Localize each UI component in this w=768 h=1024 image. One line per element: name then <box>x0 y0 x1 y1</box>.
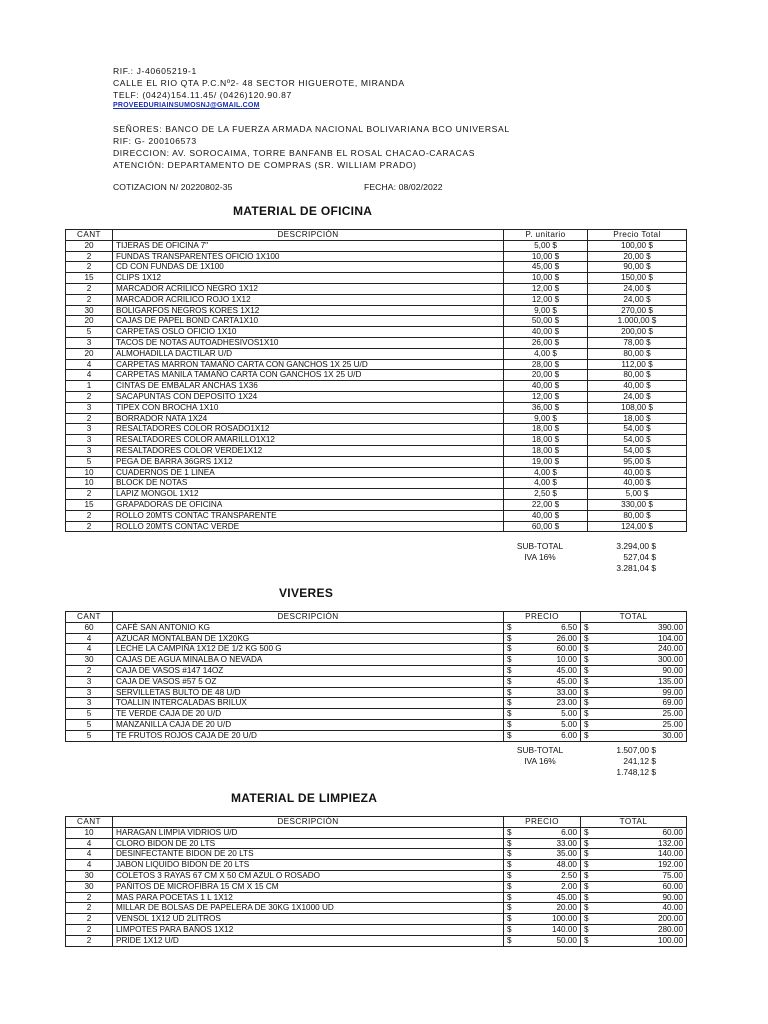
cell-total: 1.000,00 $ <box>588 316 687 327</box>
table-row <box>66 665 687 676</box>
cell-total: 24,00 $ <box>588 391 687 402</box>
cell-descripcion: DESINFECTANTE BIDON DE 20 LTS <box>113 849 504 860</box>
cell-precio: $ 140.00 <box>504 924 581 935</box>
cell-descripcion: CLORO BIDON DE 20 LTS <box>113 838 504 849</box>
cell-descripcion: TE VERDE CAJA DE 20 U/D <box>113 709 504 720</box>
cell-total: 40,00 $ <box>588 478 687 489</box>
company-rif: RIF.: J-40605219-1 <box>113 66 197 76</box>
cell-cant: 2 <box>66 521 113 532</box>
cell-descripcion: CAFÉ SAN ANTONIO KG <box>113 622 504 633</box>
cell-precio: 10,00 $ <box>504 273 588 284</box>
cell-cant: 60 <box>66 622 113 633</box>
cell-precio: 2,50 $ <box>504 489 588 500</box>
table-row <box>66 316 687 327</box>
table-row <box>66 860 687 871</box>
cell-cant: 4 <box>66 860 113 871</box>
col-header-descripcion: DESCRIPCIÓN <box>113 612 504 623</box>
cell-cant: 20 <box>66 348 113 359</box>
cell-total: $ 132.00 <box>581 838 687 849</box>
table-row <box>66 730 687 741</box>
cell-cant: 10 <box>66 467 113 478</box>
table-header-row <box>66 612 687 623</box>
cell-cant: 10 <box>66 478 113 489</box>
cell-total: 54,00 $ <box>588 424 687 435</box>
cell-descripcion: RESALTADORES COLOR AMARILLO1X12 <box>113 435 504 446</box>
cell-descripcion: CINTAS DE EMBALAR ANCHAS 1X36 <box>113 381 504 392</box>
cell-descripcion: BOLIGARFOS NEGROS KORES 1X12 <box>113 305 504 316</box>
cell-cant: 3 <box>66 337 113 348</box>
cell-precio: $ 5.00 <box>504 719 581 730</box>
table-row <box>66 622 687 633</box>
cell-descripcion: ALMOHADILLA DACTILAR U/D <box>113 348 504 359</box>
col-header-descripcion: DESCRIPCIÓN <box>113 230 504 241</box>
cell-precio: $ 26.00 <box>504 633 581 644</box>
table-row <box>66 499 687 510</box>
table-row <box>66 521 687 532</box>
cell-total: $ 390.00 <box>581 622 687 633</box>
table-row <box>66 719 687 730</box>
table-row <box>66 676 687 687</box>
cell-precio: 9,00 $ <box>504 413 588 424</box>
cell-cant: 2 <box>66 413 113 424</box>
cell-cant: 30 <box>66 870 113 881</box>
table-row <box>66 489 687 500</box>
table-row <box>66 903 687 914</box>
cell-precio: $ 33.00 <box>504 838 581 849</box>
company-phone: TELF: (0424)154.11.45/ (0426)120.90.87 <box>113 90 292 100</box>
cell-total: $ 100.00 <box>581 935 687 946</box>
cell-precio: 26,00 $ <box>504 337 588 348</box>
total-value: 1.748,12 $ <box>616 767 656 777</box>
table-row <box>66 870 687 881</box>
table-row <box>66 402 687 413</box>
cell-descripcion: MILLAR DE BOLSAS DE PAPELERA DE 30KG 1X1000 UD <box>113 903 504 914</box>
table-row <box>66 687 687 698</box>
cell-descripcion: HARAGAN LIMPIA VIDRIOS U/D <box>113 827 504 838</box>
table-row <box>66 348 687 359</box>
cell-total: $ 40.00 <box>581 903 687 914</box>
table-row <box>66 251 687 262</box>
cell-precio: 60,00 $ <box>504 521 588 532</box>
cell-descripcion: SERVILLETAS BULTO DE 48 U/D <box>113 687 504 698</box>
cell-precio: $ 33.00 <box>504 687 581 698</box>
cell-precio: $ 6.50 <box>504 622 581 633</box>
subtotal-label: SUB-TOTAL <box>516 745 564 755</box>
cell-descripcion: LECHE LA CAMPIÑA 1X12 DE 1/2 KG 500 G <box>113 644 504 655</box>
cell-cant: 15 <box>66 499 113 510</box>
cell-cant: 4 <box>66 644 113 655</box>
cell-total: 80,00 $ <box>588 348 687 359</box>
cell-total: $ 90.00 <box>581 665 687 676</box>
table-row <box>66 456 687 467</box>
cell-precio: 4,00 $ <box>504 467 588 478</box>
cell-descripcion: JABON LIQUIDO BIDON DE 20 LTS <box>113 860 504 871</box>
cell-descripcion: CD CON FUNDAS DE 1X100 <box>113 262 504 273</box>
cell-precio: 22,00 $ <box>504 499 588 510</box>
cell-cant: 4 <box>66 838 113 849</box>
cell-cant: 3 <box>66 687 113 698</box>
cell-cant: 4 <box>66 633 113 644</box>
cell-total: 18,00 $ <box>588 413 687 424</box>
cell-cant: 5 <box>66 327 113 338</box>
cell-descripcion: TACOS DE NOTAS AUTOADHESIVOS1X10 <box>113 337 504 348</box>
cell-precio: 50,00 $ <box>504 316 588 327</box>
cell-precio: 9,00 $ <box>504 305 588 316</box>
col-header-precio-total: Precio Total <box>588 230 687 241</box>
cell-descripcion: TE FRUTOS ROJOS CAJA DE 20 U/D <box>113 730 504 741</box>
cell-cant: 2 <box>66 924 113 935</box>
cell-precio: 18,00 $ <box>504 435 588 446</box>
col-header-total: TOTAL <box>581 817 687 828</box>
cell-precio: 20,00 $ <box>504 370 588 381</box>
cell-precio: 40,00 $ <box>504 510 588 521</box>
cell-cant: 20 <box>66 240 113 251</box>
cell-descripcion: CUADERNOS DE 1 LINEA <box>113 467 504 478</box>
cell-cant: 2 <box>66 294 113 305</box>
cell-precio: 4,00 $ <box>504 348 588 359</box>
iva-value: 241,12 $ <box>623 756 656 766</box>
total-value: 3.281,04 $ <box>616 563 656 573</box>
cell-descripcion: LIMPOTES PARA BAÑOS 1X12 <box>113 924 504 935</box>
cell-cant: 5 <box>66 719 113 730</box>
cell-descripcion: PEGA DE BARRA 36GRS 1X12 <box>113 456 504 467</box>
cell-descripcion: CLIPS 1X12 <box>113 273 504 284</box>
cell-descripcion: CARPETAS MARRON TAMAÑO CARTA CON GANCHOS 1X 25 U/D <box>113 359 504 370</box>
cell-descripcion: RESALTADORES COLOR ROSADO1X12 <box>113 424 504 435</box>
cell-cant: 5 <box>66 730 113 741</box>
cell-total: $ 75.00 <box>581 870 687 881</box>
cell-descripcion: RESALTADORES COLOR VERDE1X12 <box>113 445 504 456</box>
cell-cant: 30 <box>66 655 113 666</box>
cell-precio: 28,00 $ <box>504 359 588 370</box>
cell-total: $ 90.00 <box>581 892 687 903</box>
col-header-cant: CANT <box>66 612 113 623</box>
cell-precio: 12,00 $ <box>504 294 588 305</box>
cell-descripcion: ROLLO 20MTS CONTAC VERDE <box>113 521 504 532</box>
cell-precio: $ 45.00 <box>504 892 581 903</box>
cell-total: $ 69.00 <box>581 698 687 709</box>
cell-descripcion: TIPEX CON BROCHA 1X10 <box>113 402 504 413</box>
cell-total: $ 140.00 <box>581 849 687 860</box>
cell-precio: $ 6.00 <box>504 730 581 741</box>
cell-descripcion: MAS PARA POCETAS 1 L 1X12 <box>113 892 504 903</box>
cell-precio: $ 2.50 <box>504 870 581 881</box>
cell-cant: 3 <box>66 402 113 413</box>
cell-total: $ 300.00 <box>581 655 687 666</box>
section-title-limpieza: MATERIAL DE LIMPIEZA <box>231 791 378 805</box>
cell-total: 95,00 $ <box>588 456 687 467</box>
table-row <box>66 935 687 946</box>
cell-descripcion: CAJAS DE PAPEL BOND CARTA1X10 <box>113 316 504 327</box>
cell-descripcion: SACAPUNTAS CON DEPOSITO 1X24 <box>113 391 504 402</box>
cell-precio: $ 60.00 <box>504 644 581 655</box>
cell-total: 5,00 $ <box>588 489 687 500</box>
table-row <box>66 644 687 655</box>
cell-descripcion: MARCADOR ACRILICO NEGRO 1X12 <box>113 283 504 294</box>
cell-cant: 1 <box>66 381 113 392</box>
subtotal-value: 1.507,00 $ <box>616 745 656 755</box>
table-row <box>66 633 687 644</box>
cell-precio: $ 35.00 <box>504 849 581 860</box>
cell-precio: $ 5.00 <box>504 709 581 720</box>
table-row <box>66 655 687 666</box>
cell-precio: 5,00 $ <box>504 240 588 251</box>
table-row <box>66 467 687 478</box>
cell-cant: 2 <box>66 914 113 925</box>
cell-precio: $ 2.00 <box>504 881 581 892</box>
cell-cant: 3 <box>66 445 113 456</box>
cell-total: 54,00 $ <box>588 435 687 446</box>
cell-precio: $ 45.00 <box>504 676 581 687</box>
table-row <box>66 445 687 456</box>
quote-number: COTIZACION N/ 20220802-35 <box>113 182 233 192</box>
cell-cant: 30 <box>66 881 113 892</box>
cell-descripcion: CARPETAS MANILA TAMAÑO CARTA CON GANCHOS 1X 25 U/D <box>113 370 504 381</box>
cell-descripcion: TOALLIN INTERCALADAS BRILUX <box>113 698 504 709</box>
cell-cant: 3 <box>66 698 113 709</box>
cell-total: $ 280.00 <box>581 924 687 935</box>
cell-total: 40,00 $ <box>588 467 687 478</box>
subtotal-label: SUB-TOTAL <box>516 541 564 551</box>
cell-precio: $ 20.00 <box>504 903 581 914</box>
cell-total: 150,00 $ <box>588 273 687 284</box>
table-row <box>66 849 687 860</box>
cell-cant: 2 <box>66 283 113 294</box>
cell-total: $ 25.00 <box>581 719 687 730</box>
table-row <box>66 337 687 348</box>
cell-cant: 20 <box>66 316 113 327</box>
cell-total: 80,00 $ <box>588 370 687 381</box>
cell-cant: 4 <box>66 849 113 860</box>
cell-total: 24,00 $ <box>588 283 687 294</box>
cell-precio: 18,00 $ <box>504 424 588 435</box>
table-row <box>66 240 687 251</box>
cell-descripcion: CARPETAS OSLO OFICIO 1X10 <box>113 327 504 338</box>
cell-total: 112,00 $ <box>588 359 687 370</box>
cell-total: $ 60.00 <box>581 881 687 892</box>
table-row <box>66 435 687 446</box>
client-address: DIRECCION: AV. SOROCAIMA, TORRE BANFANB EL ROSAL CHACAO-CARACAS <box>113 148 476 158</box>
table-row <box>66 381 687 392</box>
cell-cant: 5 <box>66 456 113 467</box>
cell-total: $ 60.00 <box>581 827 687 838</box>
cell-cant: 4 <box>66 370 113 381</box>
col-header-punitario: P. unitario <box>504 230 588 241</box>
quote-date: FECHA: 08/02/2022 <box>364 182 443 192</box>
table-row <box>66 892 687 903</box>
cell-total: 90,00 $ <box>588 262 687 273</box>
cell-precio: $ 6.00 <box>504 827 581 838</box>
cell-descripcion: VENSOL 1X12 UD 2LITROS <box>113 914 504 925</box>
table-body <box>66 622 687 741</box>
cell-cant: 3 <box>66 424 113 435</box>
cell-precio: 40,00 $ <box>504 381 588 392</box>
cell-total: 200,00 $ <box>588 327 687 338</box>
cell-cant: 5 <box>66 709 113 720</box>
cell-descripcion: MARCADOR ACRILICO ROJO 1X12 <box>113 294 504 305</box>
table-row <box>66 305 687 316</box>
table-row <box>66 827 687 838</box>
col-header-precio: PRECIO <box>504 817 581 828</box>
table-limpieza <box>65 816 687 947</box>
table-row <box>66 370 687 381</box>
table-body <box>66 827 687 946</box>
cell-descripcion: CAJA DE VASOS #147 14OZ <box>113 665 504 676</box>
cell-cant: 3 <box>66 435 113 446</box>
cell-descripcion: MANZANILLA CAJA DE 20 U/D <box>113 719 504 730</box>
client-rif: RIF: G- 200106573 <box>113 136 197 146</box>
cell-total: 78,00 $ <box>588 337 687 348</box>
cell-precio: $ 23.00 <box>504 698 581 709</box>
col-header-total: TOTAL <box>581 612 687 623</box>
table-row <box>66 510 687 521</box>
cell-cant: 2 <box>66 251 113 262</box>
cell-precio: 45,00 $ <box>504 262 588 273</box>
table-row <box>66 709 687 720</box>
cell-cant: 10 <box>66 827 113 838</box>
cell-cant: 2 <box>66 489 113 500</box>
cell-descripcion: BORRADOR NATA 1X24 <box>113 413 504 424</box>
col-header-cant: CANT <box>66 230 113 241</box>
cell-cant: 30 <box>66 305 113 316</box>
company-email-link[interactable]: PROVEEDURIAINSUMOSNJ@GMAIL.COM <box>113 102 260 109</box>
cell-precio: 19,00 $ <box>504 456 588 467</box>
cell-precio: 12,00 $ <box>504 283 588 294</box>
iva-label: IVA 16% <box>524 756 556 766</box>
cell-precio: $ 48.00 <box>504 860 581 871</box>
table-row <box>66 359 687 370</box>
cell-descripcion: CAJA DE VASOS #57 5 OZ <box>113 676 504 687</box>
cell-descripcion: AZUCAR MONTALBAN DE 1X20KG <box>113 633 504 644</box>
col-header-cant: CANT <box>66 817 113 828</box>
cell-cant: 2 <box>66 935 113 946</box>
cell-descripcion: ROLLO 20MTS CONTAC TRANSPARENTE <box>113 510 504 521</box>
cell-precio: 4,00 $ <box>504 478 588 489</box>
cell-cant: 4 <box>66 359 113 370</box>
cell-descripcion: COLETOS 3 RAYAS 67 CM X 50 CM AZUL O ROSADO <box>113 870 504 881</box>
cell-total: $ 135.00 <box>581 676 687 687</box>
cell-total: $ 99.00 <box>581 687 687 698</box>
table-row <box>66 273 687 284</box>
cell-total: $ 240.00 <box>581 644 687 655</box>
cell-total: 108,00 $ <box>588 402 687 413</box>
table-row <box>66 424 687 435</box>
cell-precio: $ 100.00 <box>504 914 581 925</box>
cell-total: 54,00 $ <box>588 445 687 456</box>
cell-total: 40,00 $ <box>588 381 687 392</box>
cell-total: $ 25.00 <box>581 709 687 720</box>
cell-cant: 2 <box>66 892 113 903</box>
table-header-row <box>66 817 687 828</box>
table-row <box>66 698 687 709</box>
cell-precio: $ 10.00 <box>504 655 581 666</box>
cell-precio: $ 45.00 <box>504 665 581 676</box>
cell-cant: 2 <box>66 903 113 914</box>
cell-cant: 3 <box>66 676 113 687</box>
cell-total: $ 104.00 <box>581 633 687 644</box>
table-row <box>66 881 687 892</box>
cell-total: 24,00 $ <box>588 294 687 305</box>
table-viveres <box>65 611 687 742</box>
cell-cant: 2 <box>66 262 113 273</box>
client-name: SEÑORES: BANCO DE LA FUERZA ARMADA NACIONAL BOLIVARIANA BCO UNIVERSAL <box>113 124 510 134</box>
cell-precio: 36,00 $ <box>504 402 588 413</box>
company-address: CALLE EL RIO QTA P.C.Nº2- 48 SECTOR HIGUEROTE, MIRANDA <box>113 78 405 88</box>
cell-descripcion: FUNDAS TRANSPARENTES OFICIO 1X100 <box>113 251 504 262</box>
cell-total: $ 200.00 <box>581 914 687 925</box>
col-header-descripcion: DESCRIPCIÓN <box>113 817 504 828</box>
cell-descripcion: GRAPADORAS DE OFICINA <box>113 499 504 510</box>
table-row <box>66 413 687 424</box>
table-row <box>66 478 687 489</box>
cell-precio: 10,00 $ <box>504 251 588 262</box>
table-row <box>66 391 687 402</box>
cell-total: 80,00 $ <box>588 510 687 521</box>
iva-label: IVA 16% <box>524 552 556 562</box>
cell-descripcion: PAÑITOS DE MICROFIBRA 15 CM X 15 CM <box>113 881 504 892</box>
col-header-precio: PRECIO <box>504 612 581 623</box>
section-title-viveres: VIVERES <box>279 586 334 600</box>
cell-total: 330,00 $ <box>588 499 687 510</box>
table-row <box>66 914 687 925</box>
client-attention: ATENCIÓN: DEPARTAMENTO DE COMPRAS (SR. WILLIAM PRADO) <box>113 160 417 170</box>
table-row <box>66 262 687 273</box>
cell-total: $ 30.00 <box>581 730 687 741</box>
section-title-oficina: MATERIAL DE OFICINA <box>233 204 373 218</box>
cell-total: 270,00 $ <box>588 305 687 316</box>
cell-cant: 2 <box>66 665 113 676</box>
cell-precio: $ 50.00 <box>504 935 581 946</box>
subtotal-value: 3.294,00 $ <box>616 541 656 551</box>
table-row <box>66 838 687 849</box>
table-row <box>66 924 687 935</box>
cell-total: 100,00 $ <box>588 240 687 251</box>
cell-cant: 2 <box>66 510 113 521</box>
cell-descripcion: TIJERAS DE OFICINA 7" <box>113 240 504 251</box>
table-row <box>66 283 687 294</box>
cell-descripcion: PRIDE 1X12 U/D <box>113 935 504 946</box>
iva-value: 527,04 $ <box>623 552 656 562</box>
cell-total: 124,00 $ <box>588 521 687 532</box>
table-row <box>66 327 687 338</box>
table-body <box>66 240 687 532</box>
table-header-row <box>66 230 687 241</box>
cell-total: $ 192.00 <box>581 860 687 871</box>
cell-precio: 12,00 $ <box>504 391 588 402</box>
cell-total: 20,00 $ <box>588 251 687 262</box>
table-oficina <box>65 229 687 532</box>
cell-descripcion: BLOCK DE NOTAS <box>113 478 504 489</box>
cell-precio: 18,00 $ <box>504 445 588 456</box>
table-row <box>66 294 687 305</box>
cell-precio: 40,00 $ <box>504 327 588 338</box>
cell-cant: 2 <box>66 391 113 402</box>
cell-descripcion: CAJAS DE AGUA MINALBA O NEVADA <box>113 655 504 666</box>
cell-descripcion: LAPIZ MONGOL 1X12 <box>113 489 504 500</box>
cell-cant: 15 <box>66 273 113 284</box>
